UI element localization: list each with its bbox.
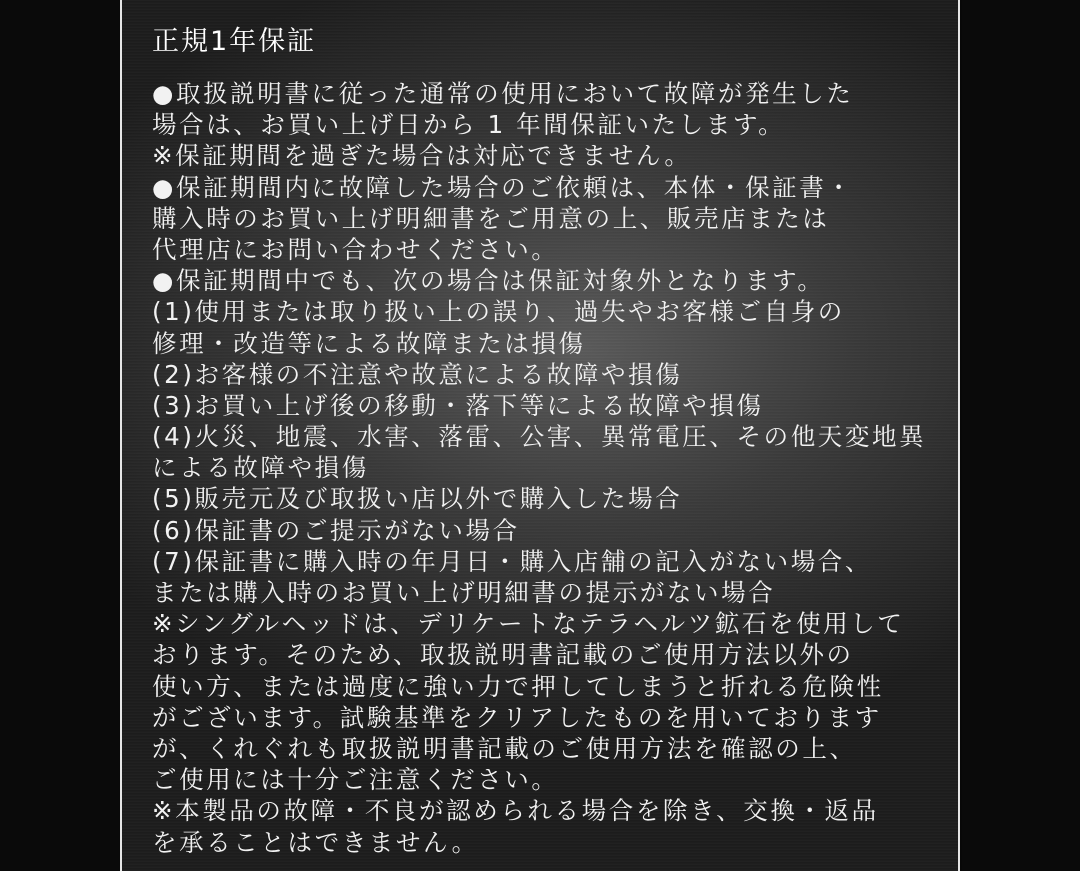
text-line: 購入時のお買い上げ明細書をご用意の上、販売店または xyxy=(152,203,830,233)
left-margin xyxy=(0,0,120,871)
text-line: (7)保証書に購入時の年月日・購入店舗の記入がない場合、 xyxy=(152,546,873,576)
text-line: (1)使用または取り扱い上の誤り、過失やお客様ご自身の xyxy=(152,297,845,327)
text-line: (3)お買い上げ後の移動・落下等による故障や損傷 xyxy=(152,390,764,420)
warranty-title: 正規1年保証 xyxy=(152,26,317,57)
text-line: がございます。試験基準をクリアしたものを用いております xyxy=(152,702,882,732)
text-line: ●取扱説明書に従った通常の使用において故障が発生した xyxy=(152,79,854,108)
text-line: (2)お客様の不注意や故意による故障や損傷 xyxy=(152,359,683,389)
text-line: ※本製品の故障・不良が認められる場合を除き、交換・返品 xyxy=(152,796,879,826)
text-line: ※保証期間を過ぎた場合は対応できません。 xyxy=(152,141,692,171)
text-line: 場合は、お買い上げ日から 1 年間保証いたします。 xyxy=(152,110,786,140)
text-line: 代理店にお問い合わせください。 xyxy=(152,234,559,264)
right-margin xyxy=(962,0,1080,871)
text-line: ●保証期間内に故障した場合のご依頼は、本体・保証書・ xyxy=(152,172,854,202)
text-line: 修理・改造等による故障または損傷 xyxy=(152,328,586,358)
text-line: ●保証期間中でも、次の場合は保証対象外となります。 xyxy=(152,266,825,296)
text-line: ご使用には十分ご注意ください。 xyxy=(152,765,559,795)
text-line: ※シングルヘッドは、デリケートなテラヘルツ鉱石を使用して xyxy=(152,609,905,639)
text-line: おります。そのため、取扱説明書記載のご使用方法以外の xyxy=(152,640,854,670)
text-line: を承ることはできません。 xyxy=(152,827,479,857)
text-line: (5)販売元及び取扱い店以外で購入した場合 xyxy=(152,484,683,514)
text-line: または購入時のお買い上げ明細書の提示がない場合 xyxy=(152,578,776,607)
text-line: (6)保証書のご提示がない場合 xyxy=(152,515,520,545)
text-line: (4)火災、地震、水害、落雷、公害、異常電圧、その他天変地異 xyxy=(152,422,927,452)
text-line: 使い方、または過度に強い力で押してしまうと折れる危険性 xyxy=(152,671,884,701)
warranty-panel xyxy=(120,0,960,871)
warranty-text xyxy=(152,78,942,858)
text-line: が、くれぐれも取扱説明書記載のご使用方法を確認の上、 xyxy=(152,733,857,763)
text-line: による故障や損傷 xyxy=(152,453,369,483)
